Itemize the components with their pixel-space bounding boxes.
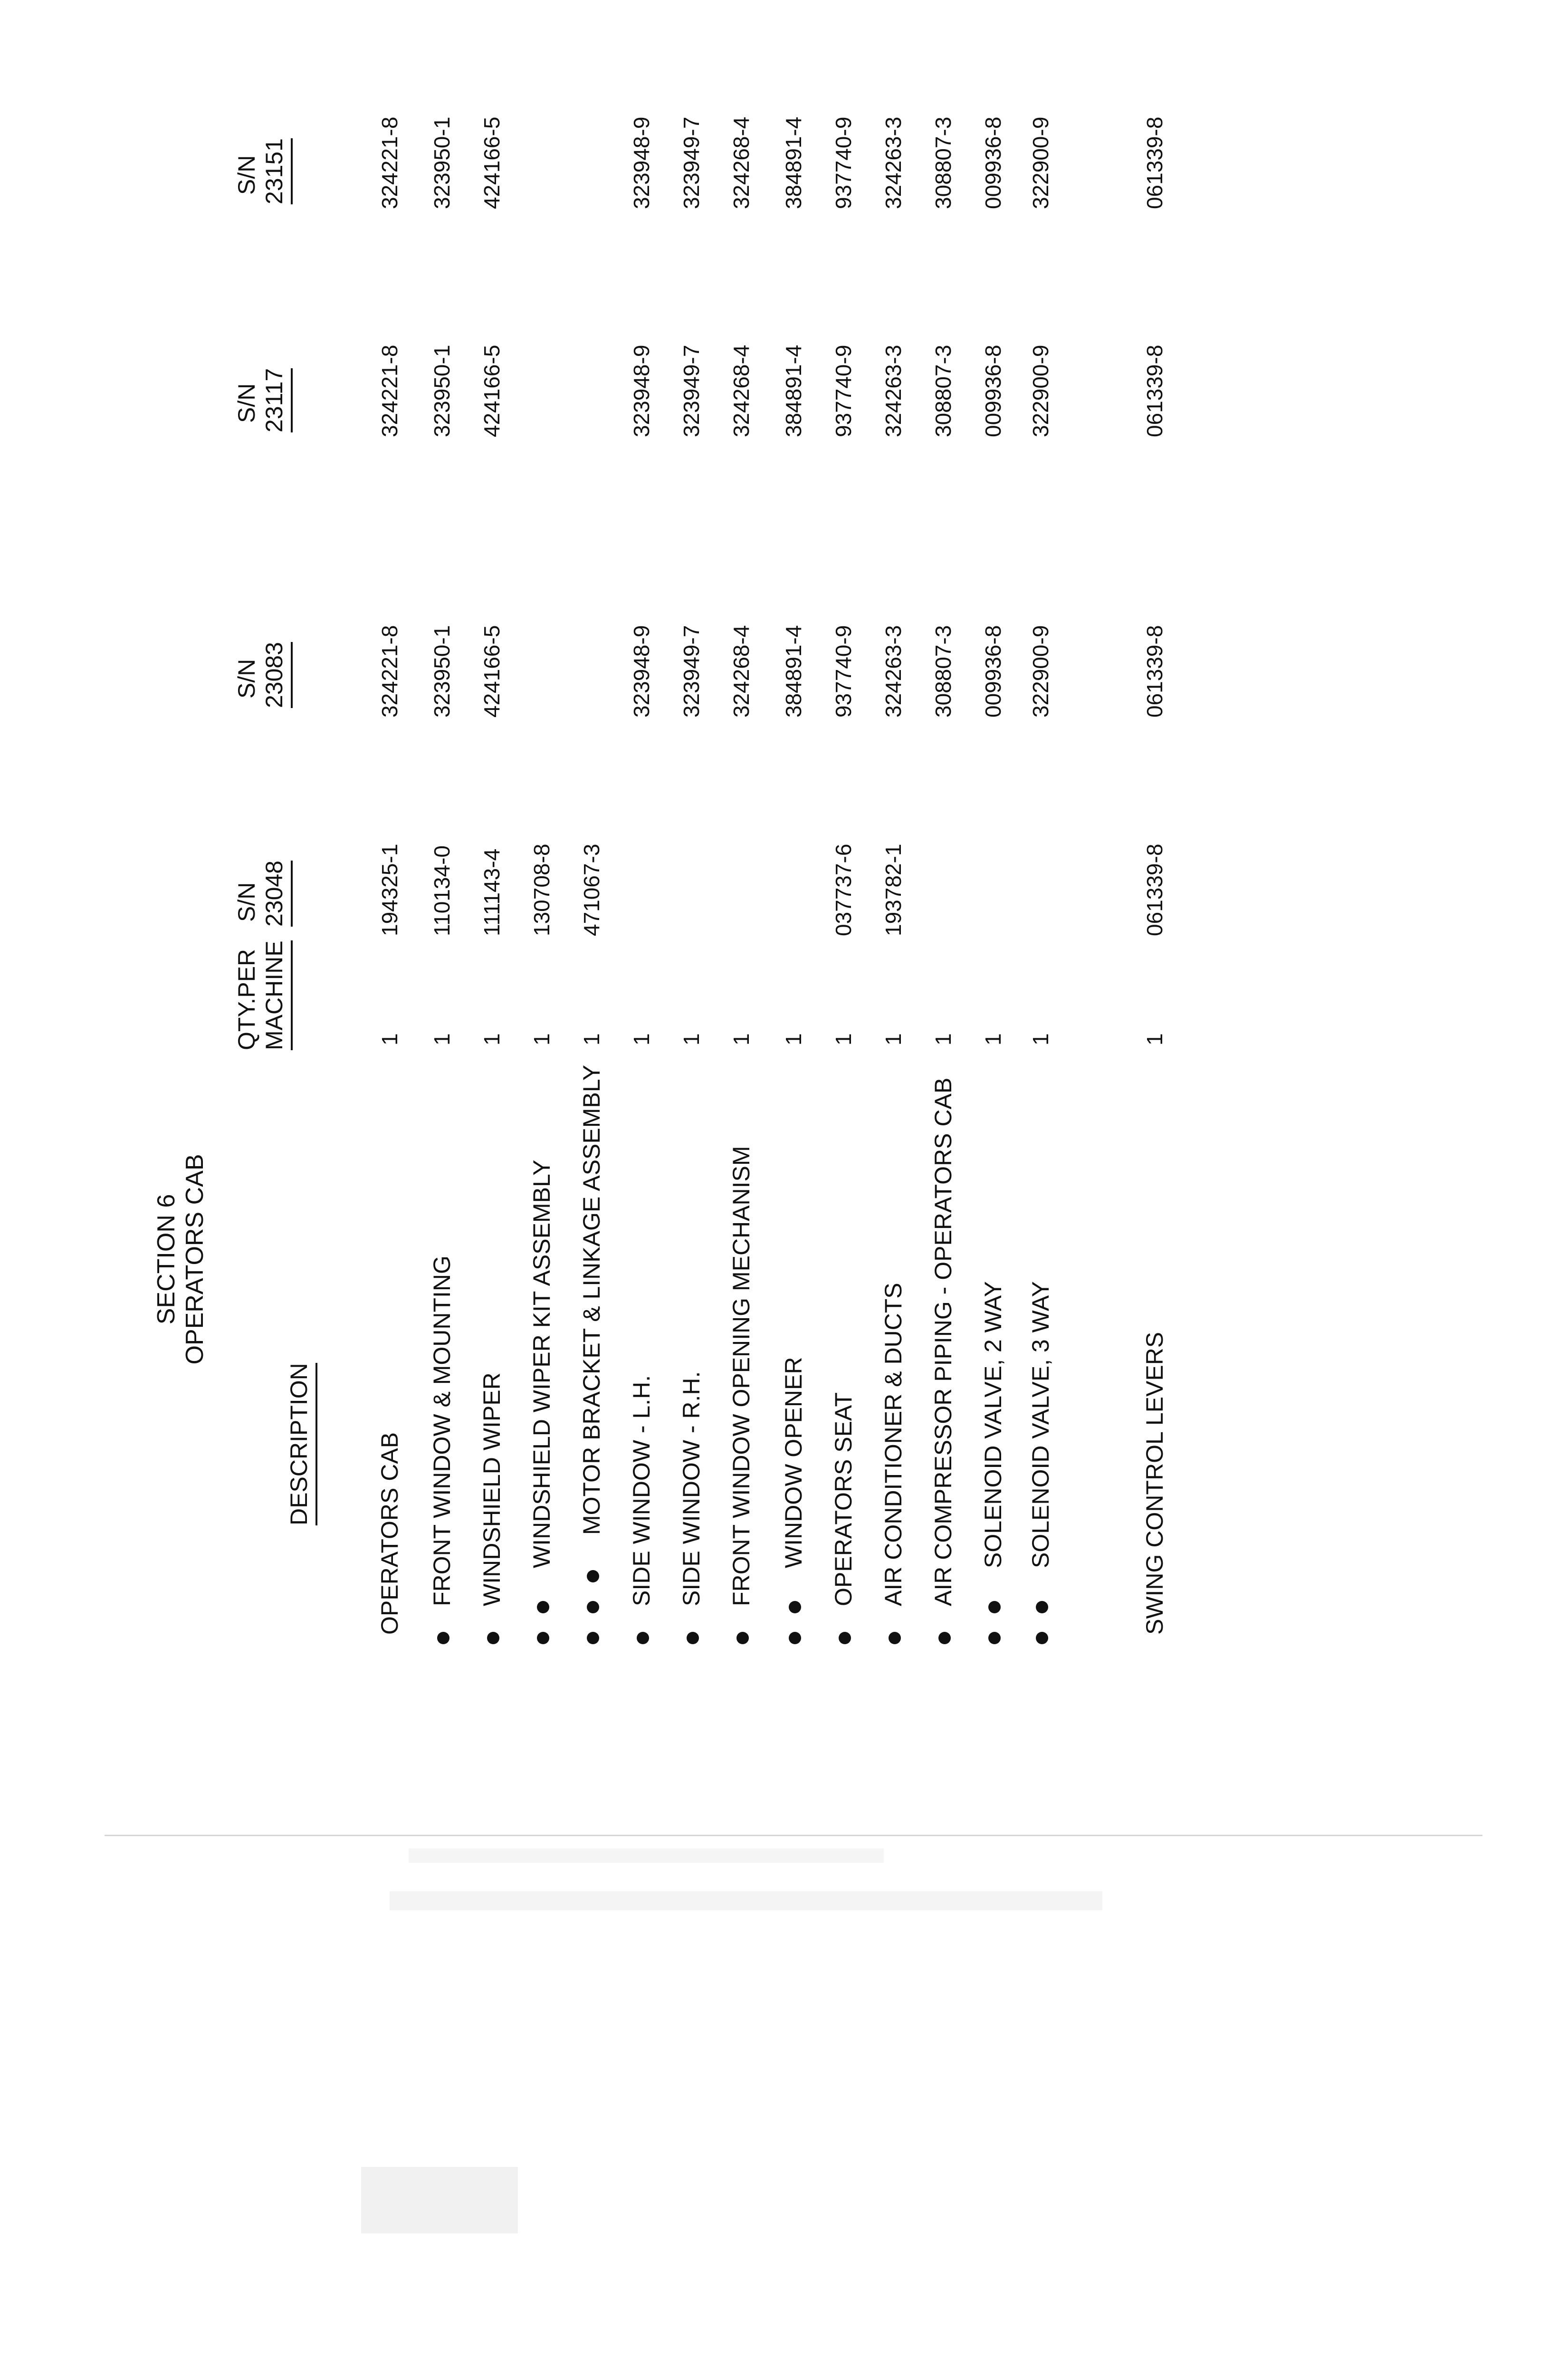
indent-bullet-icon — [637, 1632, 649, 1644]
indent-bullet-icon — [537, 1601, 549, 1613]
part-number: 384891-4 — [781, 625, 806, 718]
scan-smudge — [409, 1849, 884, 1863]
scan-smudge — [390, 1891, 1102, 1910]
qty-per-machine: 1 — [629, 1033, 654, 1045]
part-number: 037737-6 — [831, 843, 856, 936]
indent-bullet-icon — [789, 1632, 801, 1644]
part-number: 323949-7 — [679, 625, 704, 718]
part-number: 322900-9 — [1028, 625, 1053, 718]
part-number: 424166-5 — [479, 625, 504, 718]
indent-bullet-icon — [487, 1632, 499, 1644]
indent-bullet-icon — [1036, 1632, 1048, 1644]
indent-bullet-icon — [537, 1632, 549, 1644]
scan-smudge — [361, 2167, 518, 2233]
part-number: 323949-7 — [679, 116, 704, 209]
part-description: WINDSHIELD WIPER KIT ASSEMBLY — [528, 1159, 555, 1568]
part-number: 110134-0 — [430, 845, 454, 936]
part-number: 937740-9 — [831, 625, 856, 718]
part-description: SOLENOID VALVE, 2 WAY — [980, 1281, 1006, 1568]
part-description: AIR COMPRESSOR PIPING - OPERATORS CAB — [930, 1077, 956, 1606]
part-number: 324263-3 — [881, 116, 906, 209]
sn-header-label: S/N — [233, 882, 260, 922]
indent-bullet-icon — [988, 1632, 1001, 1644]
part-number: 384891-4 — [781, 116, 806, 209]
sn-header-label: S/N — [233, 155, 260, 195]
qty-per-machine: 1 — [679, 1033, 704, 1045]
indent-bullet-icon — [839, 1632, 851, 1644]
part-description: SIDE WINDOW - L.H. — [628, 1375, 655, 1606]
part-number: 323948-9 — [629, 345, 654, 437]
indent-bullet-icon — [587, 1632, 599, 1644]
scan-line — [105, 1835, 1482, 1836]
part-number: 322900-9 — [1028, 116, 1053, 209]
part-number: 061339-8 — [1142, 345, 1167, 437]
part-number: 937740-9 — [831, 345, 856, 437]
part-description: AIR CONDITIONER & DUCTS — [880, 1283, 907, 1606]
part-description: WINDSHIELD WIPER — [478, 1372, 505, 1606]
part-number: 111143-4 — [479, 848, 504, 936]
qty-per-machine: 1 — [831, 1033, 856, 1045]
qty-per-machine: 1 — [931, 1033, 956, 1045]
sn-header-23151: 23151 — [260, 138, 293, 204]
qty-per-machine: 1 — [579, 1033, 604, 1045]
part-number: 471067-3 — [579, 843, 604, 936]
sn-header-23117: 23117 — [260, 368, 293, 432]
indent-bullet-icon — [437, 1632, 449, 1644]
part-number: 424166-5 — [479, 116, 504, 209]
part-number: 194325-1 — [377, 843, 402, 936]
part-description: SIDE WINDOW - R.H. — [678, 1371, 705, 1606]
part-number: 130708-8 — [529, 843, 554, 936]
part-number: 061339-8 — [1142, 843, 1167, 936]
part-number: 322900-9 — [1028, 345, 1053, 437]
part-number: 323950-1 — [430, 116, 454, 209]
part-description: FRONT WINDOW & MOUNTING — [429, 1255, 455, 1606]
part-number: 384891-4 — [781, 345, 806, 437]
part-number: 009936-8 — [981, 345, 1005, 437]
sn-header-label: S/N — [233, 383, 260, 423]
qty-per-machine: 1 — [529, 1033, 554, 1045]
part-number: 324268-4 — [729, 345, 754, 437]
part-number: 424166-5 — [479, 345, 504, 437]
part-number: 323949-7 — [679, 345, 704, 437]
description-header: DESCRIPTION — [285, 1363, 317, 1525]
part-number: 937740-9 — [831, 116, 856, 209]
part-number: 323948-9 — [629, 625, 654, 718]
qty-per-machine: 1 — [1142, 1033, 1167, 1045]
part-description: WINDOW OPENER — [780, 1357, 807, 1568]
indent-bullet-icon — [687, 1632, 699, 1644]
part-number: 009936-8 — [981, 625, 1005, 718]
qty-per-machine: 1 — [981, 1033, 1005, 1045]
indent-bullet-icon — [938, 1632, 951, 1644]
sn-header-23048: 23048 — [260, 861, 293, 927]
part-number: 324268-4 — [729, 625, 754, 718]
indent-bullet-icon — [889, 1632, 901, 1644]
part-number: 061339-8 — [1142, 625, 1167, 718]
indent-bullet-icon — [1036, 1601, 1048, 1613]
part-number: 193782-1 — [881, 843, 906, 936]
part-number: 061339-8 — [1142, 116, 1167, 209]
section-number: SECTION 6 — [153, 1194, 180, 1325]
part-description: OPERATORS SEAT — [830, 1392, 857, 1606]
qty-per-machine: 1 — [729, 1033, 754, 1045]
qty-per-machine: 1 — [1028, 1033, 1053, 1045]
qty-header-line1: QTY.PER — [233, 948, 260, 1050]
part-description: SOLENOID VALVE, 3 WAY — [1027, 1281, 1054, 1568]
part-number: 324221-8 — [377, 116, 402, 209]
section-title: OPERATORS CAB — [181, 1154, 209, 1365]
indent-bullet-icon — [587, 1570, 599, 1582]
part-number: 323948-9 — [629, 116, 654, 209]
qty-per-machine: 1 — [377, 1033, 402, 1045]
part-number: 324221-8 — [377, 345, 402, 437]
part-number: 323950-1 — [430, 625, 454, 718]
part-number: 324268-4 — [729, 116, 754, 209]
sn-header-label: S/N — [233, 659, 260, 699]
part-description: MOTOR BRACKET & LINKAGE ASSEMBLY — [578, 1064, 605, 1535]
indent-bullet-icon — [736, 1632, 749, 1644]
indent-bullet-icon — [789, 1601, 801, 1613]
part-description: SWING CONTROL LEVERS — [1141, 1332, 1168, 1635]
part-number: 324263-3 — [881, 345, 906, 437]
part-number: 308807-3 — [931, 625, 956, 718]
qty-per-machine: 1 — [781, 1033, 806, 1045]
qty-per-machine: 1 — [430, 1033, 454, 1045]
part-number: 308807-3 — [931, 116, 956, 209]
indent-bullet-icon — [988, 1601, 1001, 1613]
part-number: 324263-3 — [881, 625, 906, 718]
part-number: 009936-8 — [981, 116, 1005, 209]
qty-per-machine: 1 — [479, 1033, 504, 1045]
part-number: 323950-1 — [430, 345, 454, 437]
qty-header-line2: MACHINE — [260, 940, 293, 1050]
qty-per-machine: 1 — [881, 1033, 906, 1045]
part-description: FRONT WINDOW OPENING MECHANISM — [728, 1146, 755, 1606]
part-number: 308807-3 — [931, 345, 956, 437]
indent-bullet-icon — [587, 1601, 599, 1613]
part-description: OPERATORS CAB — [376, 1432, 403, 1635]
part-number: 324221-8 — [377, 625, 402, 718]
sn-header-23083: 23083 — [260, 642, 293, 708]
